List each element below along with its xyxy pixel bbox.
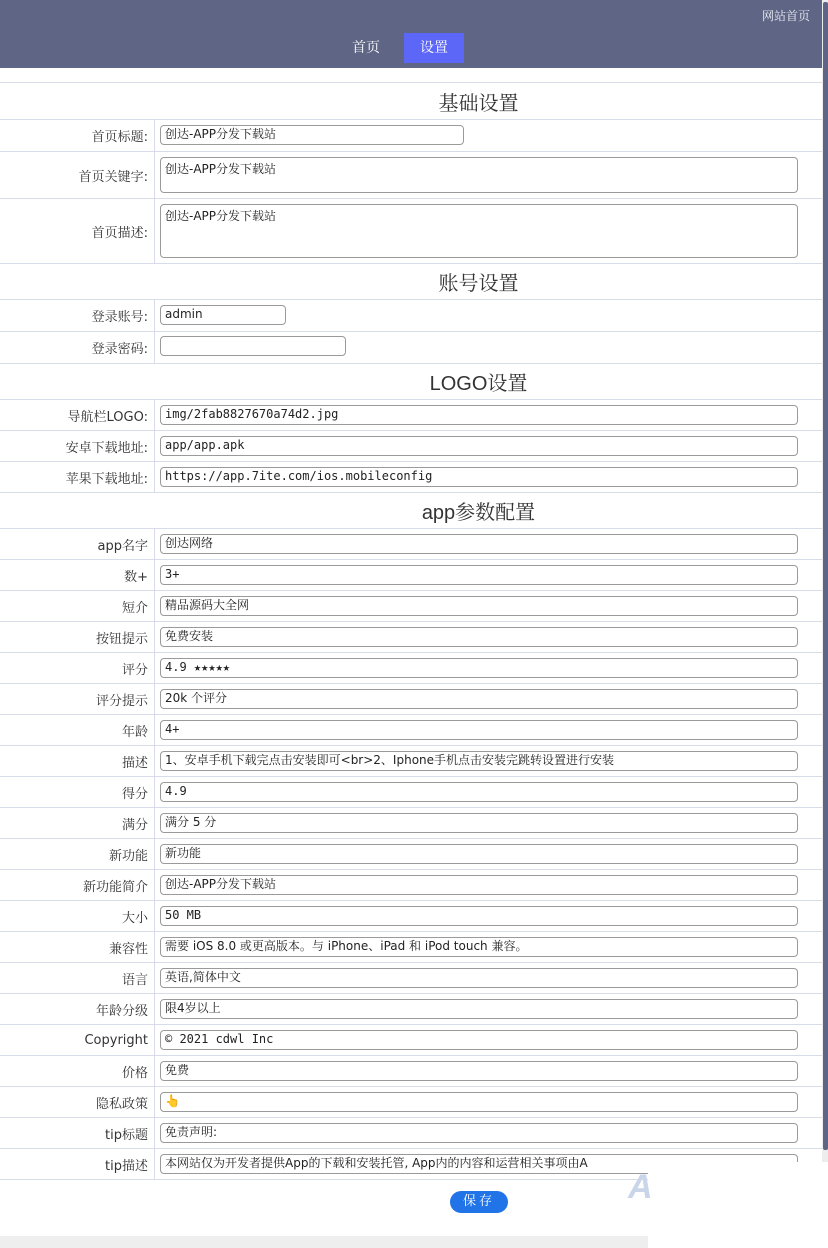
- app-param-row: [0, 963, 822, 994]
- nav-tab-settings[interactable]: 设置: [404, 33, 464, 63]
- section-title-logo: LOGO设置: [429, 373, 528, 395]
- settings-form: [0, 82, 822, 1180]
- app-param-row: [0, 622, 822, 653]
- home-title-label: 首页标题:: [0, 120, 155, 151]
- app-param-input[interactable]: 满分 5 分: [160, 813, 798, 833]
- home-keywords-label: 首页关键字:: [0, 152, 155, 198]
- save-button[interactable]: 保存: [450, 1191, 508, 1213]
- section-account-header: [0, 264, 822, 300]
- app-param-row: [0, 560, 822, 591]
- app-param-label: 评分: [0, 653, 155, 683]
- app-param-row: [0, 1087, 822, 1118]
- app-param-input[interactable]: 4.9: [160, 782, 798, 802]
- app-param-label: 得分: [0, 777, 155, 807]
- app-param-label: 语言: [0, 963, 155, 993]
- android-url-input[interactable]: app/app.apk: [160, 436, 798, 456]
- app-param-row: [0, 1025, 822, 1056]
- row-home-title: [0, 120, 822, 152]
- app-param-input[interactable]: 创达-APP分发下载站: [160, 875, 798, 895]
- app-param-row: [0, 1118, 822, 1149]
- app-param-input[interactable]: 4+: [160, 720, 798, 740]
- app-param-label: Copyright: [0, 1025, 155, 1055]
- section-title-basic: 基础设置: [438, 92, 519, 115]
- row-android-url: [0, 431, 822, 462]
- login-password-label: 登录密码:: [0, 332, 155, 363]
- app-param-label: 数+: [0, 560, 155, 590]
- app-param-row: [0, 839, 822, 870]
- main-nav: [0, 33, 822, 63]
- row-home-description: [0, 199, 822, 264]
- app-param-row: [0, 529, 822, 560]
- watermark-glyph: A: [628, 1168, 653, 1206]
- app-param-row: [0, 994, 822, 1025]
- app-param-label: tip描述: [0, 1149, 155, 1179]
- app-param-input[interactable]: 创达网络: [160, 534, 798, 554]
- app-param-input[interactable]: 本网站仅为开发者提供App的下载和安装托管, App内的内容和运营相关事项由A: [160, 1154, 798, 1174]
- ios-url-input[interactable]: https://app.7ite.com/ios.mobileconfig: [160, 467, 798, 487]
- app-param-label: app名字: [0, 529, 155, 559]
- row-login-password: [0, 332, 822, 364]
- app-param-input[interactable]: 50 MB: [160, 906, 798, 926]
- section-title-account: 账号设置: [438, 273, 519, 295]
- row-login-account: [0, 300, 822, 332]
- app-param-input[interactable]: 新功能: [160, 844, 798, 864]
- scrollbar-thumb[interactable]: [823, 2, 828, 1150]
- app-param-label: 按钮提示: [0, 622, 155, 652]
- page-footer-strip: [0, 1236, 648, 1248]
- site-home-link[interactable]: 网站首页: [761, 9, 810, 23]
- app-param-label: 描述: [0, 746, 155, 776]
- login-account-label: 登录账号:: [0, 300, 155, 331]
- app-param-input[interactable]: 👆: [160, 1092, 798, 1112]
- app-param-label: 兼容性: [0, 932, 155, 962]
- app-param-row: [0, 684, 822, 715]
- app-param-row: [0, 746, 822, 777]
- app-param-input[interactable]: 4.9 ★★★★★: [160, 658, 798, 678]
- home-title-input[interactable]: 创达-APP分发下载站: [160, 125, 464, 145]
- app-param-row: [0, 901, 822, 932]
- section-logo-header: [0, 364, 822, 400]
- section-title-app: app参数配置: [421, 502, 536, 524]
- app-param-row: [0, 808, 822, 839]
- app-param-input[interactable]: 免责声明:: [160, 1123, 798, 1143]
- app-param-label: tip标题: [0, 1118, 155, 1148]
- app-param-row: [0, 777, 822, 808]
- section-app-header: [0, 493, 822, 529]
- app-param-row: [0, 932, 822, 963]
- app-param-input[interactable]: 3+: [160, 565, 798, 585]
- app-param-input[interactable]: 需要 iOS 8.0 或更高版本。与 iPhone、iPad 和 iPod touch 兼容。: [160, 937, 798, 957]
- ios-url-label: 苹果下载地址:: [0, 462, 155, 492]
- app-param-row: [0, 591, 822, 622]
- nav-logo-input[interactable]: img/2fab8827670a74d2.jpg: [160, 405, 798, 425]
- app-param-label: 年龄分级: [0, 994, 155, 1024]
- blank-corner: [648, 1162, 828, 1248]
- home-description-label: 首页描述:: [0, 199, 155, 263]
- android-url-label: 安卓下载地址:: [0, 431, 155, 461]
- app-param-label: 新功能简介: [0, 870, 155, 900]
- app-param-input[interactable]: 免费安装: [160, 627, 798, 647]
- app-param-input[interactable]: 英语,简体中文: [160, 968, 798, 988]
- app-param-input[interactable]: 20k 个评分: [160, 689, 798, 709]
- app-param-row: [0, 653, 822, 684]
- app-param-input[interactable]: 限4岁以上: [160, 999, 798, 1019]
- app-param-label: 年龄: [0, 715, 155, 745]
- home-description-textarea[interactable]: 创达-APP分发下载站: [160, 204, 798, 258]
- nav-logo-label: 导航栏LOGO:: [0, 400, 155, 430]
- app-param-label: 短介: [0, 591, 155, 621]
- app-param-label: 新功能: [0, 839, 155, 869]
- app-param-label: 满分: [0, 808, 155, 838]
- vertical-scrollbar[interactable]: [822, 0, 828, 1162]
- row-ios-url: [0, 462, 822, 493]
- app-param-input[interactable]: 精品源码大全网: [160, 596, 798, 616]
- app-param-label: 价格: [0, 1056, 155, 1086]
- login-account-input[interactable]: admin: [160, 305, 286, 325]
- login-password-input[interactable]: [160, 336, 346, 356]
- home-keywords-textarea[interactable]: 创达-APP分发下载站: [160, 157, 798, 193]
- app-param-input[interactable]: © 2021 cdwl Inc: [160, 1030, 798, 1050]
- top-navigation-bar: [0, 0, 822, 68]
- app-param-label: 评分提示: [0, 684, 155, 714]
- app-param-label: 大小: [0, 901, 155, 931]
- app-param-row: [0, 870, 822, 901]
- app-param-row: [0, 715, 822, 746]
- app-param-row: [0, 1056, 822, 1087]
- nav-tab-home[interactable]: 首页: [352, 40, 380, 56]
- app-param-input[interactable]: 免费: [160, 1061, 798, 1081]
- app-param-input[interactable]: 1、安卓手机下载完点击安装即可<br>2、Iphone手机点击安装完跳转设置进行安装: [160, 751, 798, 771]
- app-param-label: 隐私政策: [0, 1087, 155, 1117]
- section-basic-header: [0, 83, 822, 120]
- row-nav-logo: [0, 400, 822, 431]
- row-home-keywords: [0, 152, 822, 199]
